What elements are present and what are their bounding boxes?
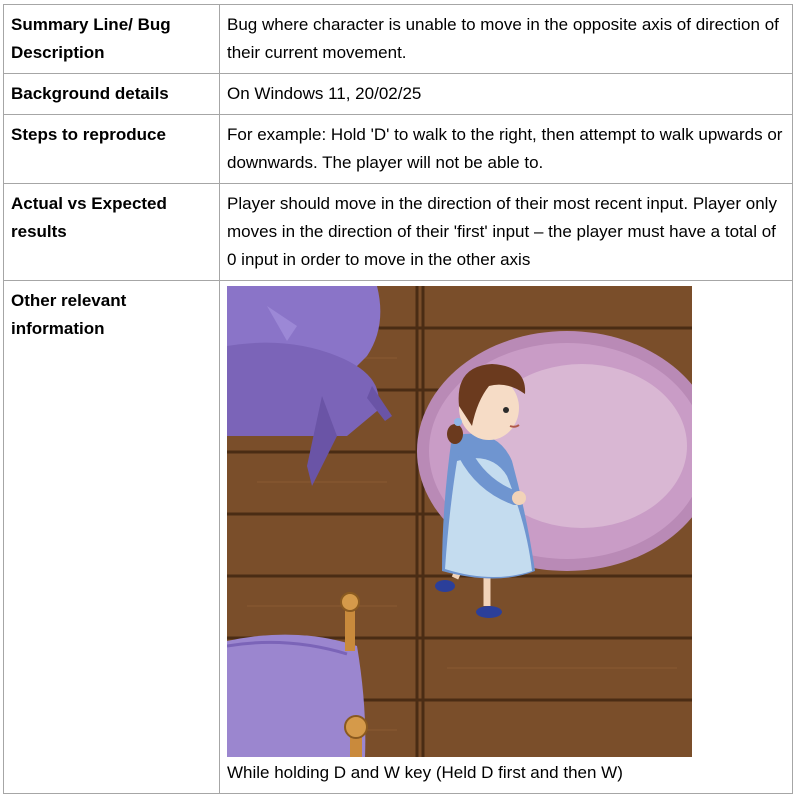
- results-label: Actual vs Expected results: [4, 184, 220, 281]
- purple-sofa: [227, 635, 365, 757]
- other-info-value: [220, 281, 793, 794]
- game-screenshot: [227, 286, 692, 757]
- table-row: [4, 5, 793, 74]
- table-row: [4, 115, 793, 184]
- summary-value: Bug where character is unable to move in the opposite axis of direction of their current movement.: [220, 5, 793, 74]
- table-row: [4, 74, 793, 115]
- steps-label: Steps to reproduce: [4, 115, 220, 184]
- other-info-label: Other relevant information: [4, 281, 220, 794]
- summary-label: Summary Line/ Bug Description: [4, 5, 220, 74]
- table-row: [4, 184, 793, 281]
- results-value: Player should move in the direction of their most recent input. Player only moves in the direction of their 'first' input – the player must have a total of 0 input in order to move in the other axis: [220, 184, 793, 281]
- background-label: Background details: [4, 74, 220, 115]
- steps-value: For example: Hold 'D' to walk to the right, then attempt to walk upwards or downwards. The player will not be able to.: [220, 115, 793, 184]
- bug-report-table: [3, 4, 793, 794]
- background-value: On Windows 11, 20/02/25: [220, 74, 793, 115]
- table-row: [4, 281, 793, 794]
- screenshot-caption: While holding D and W key (Held D first and then W): [227, 763, 623, 782]
